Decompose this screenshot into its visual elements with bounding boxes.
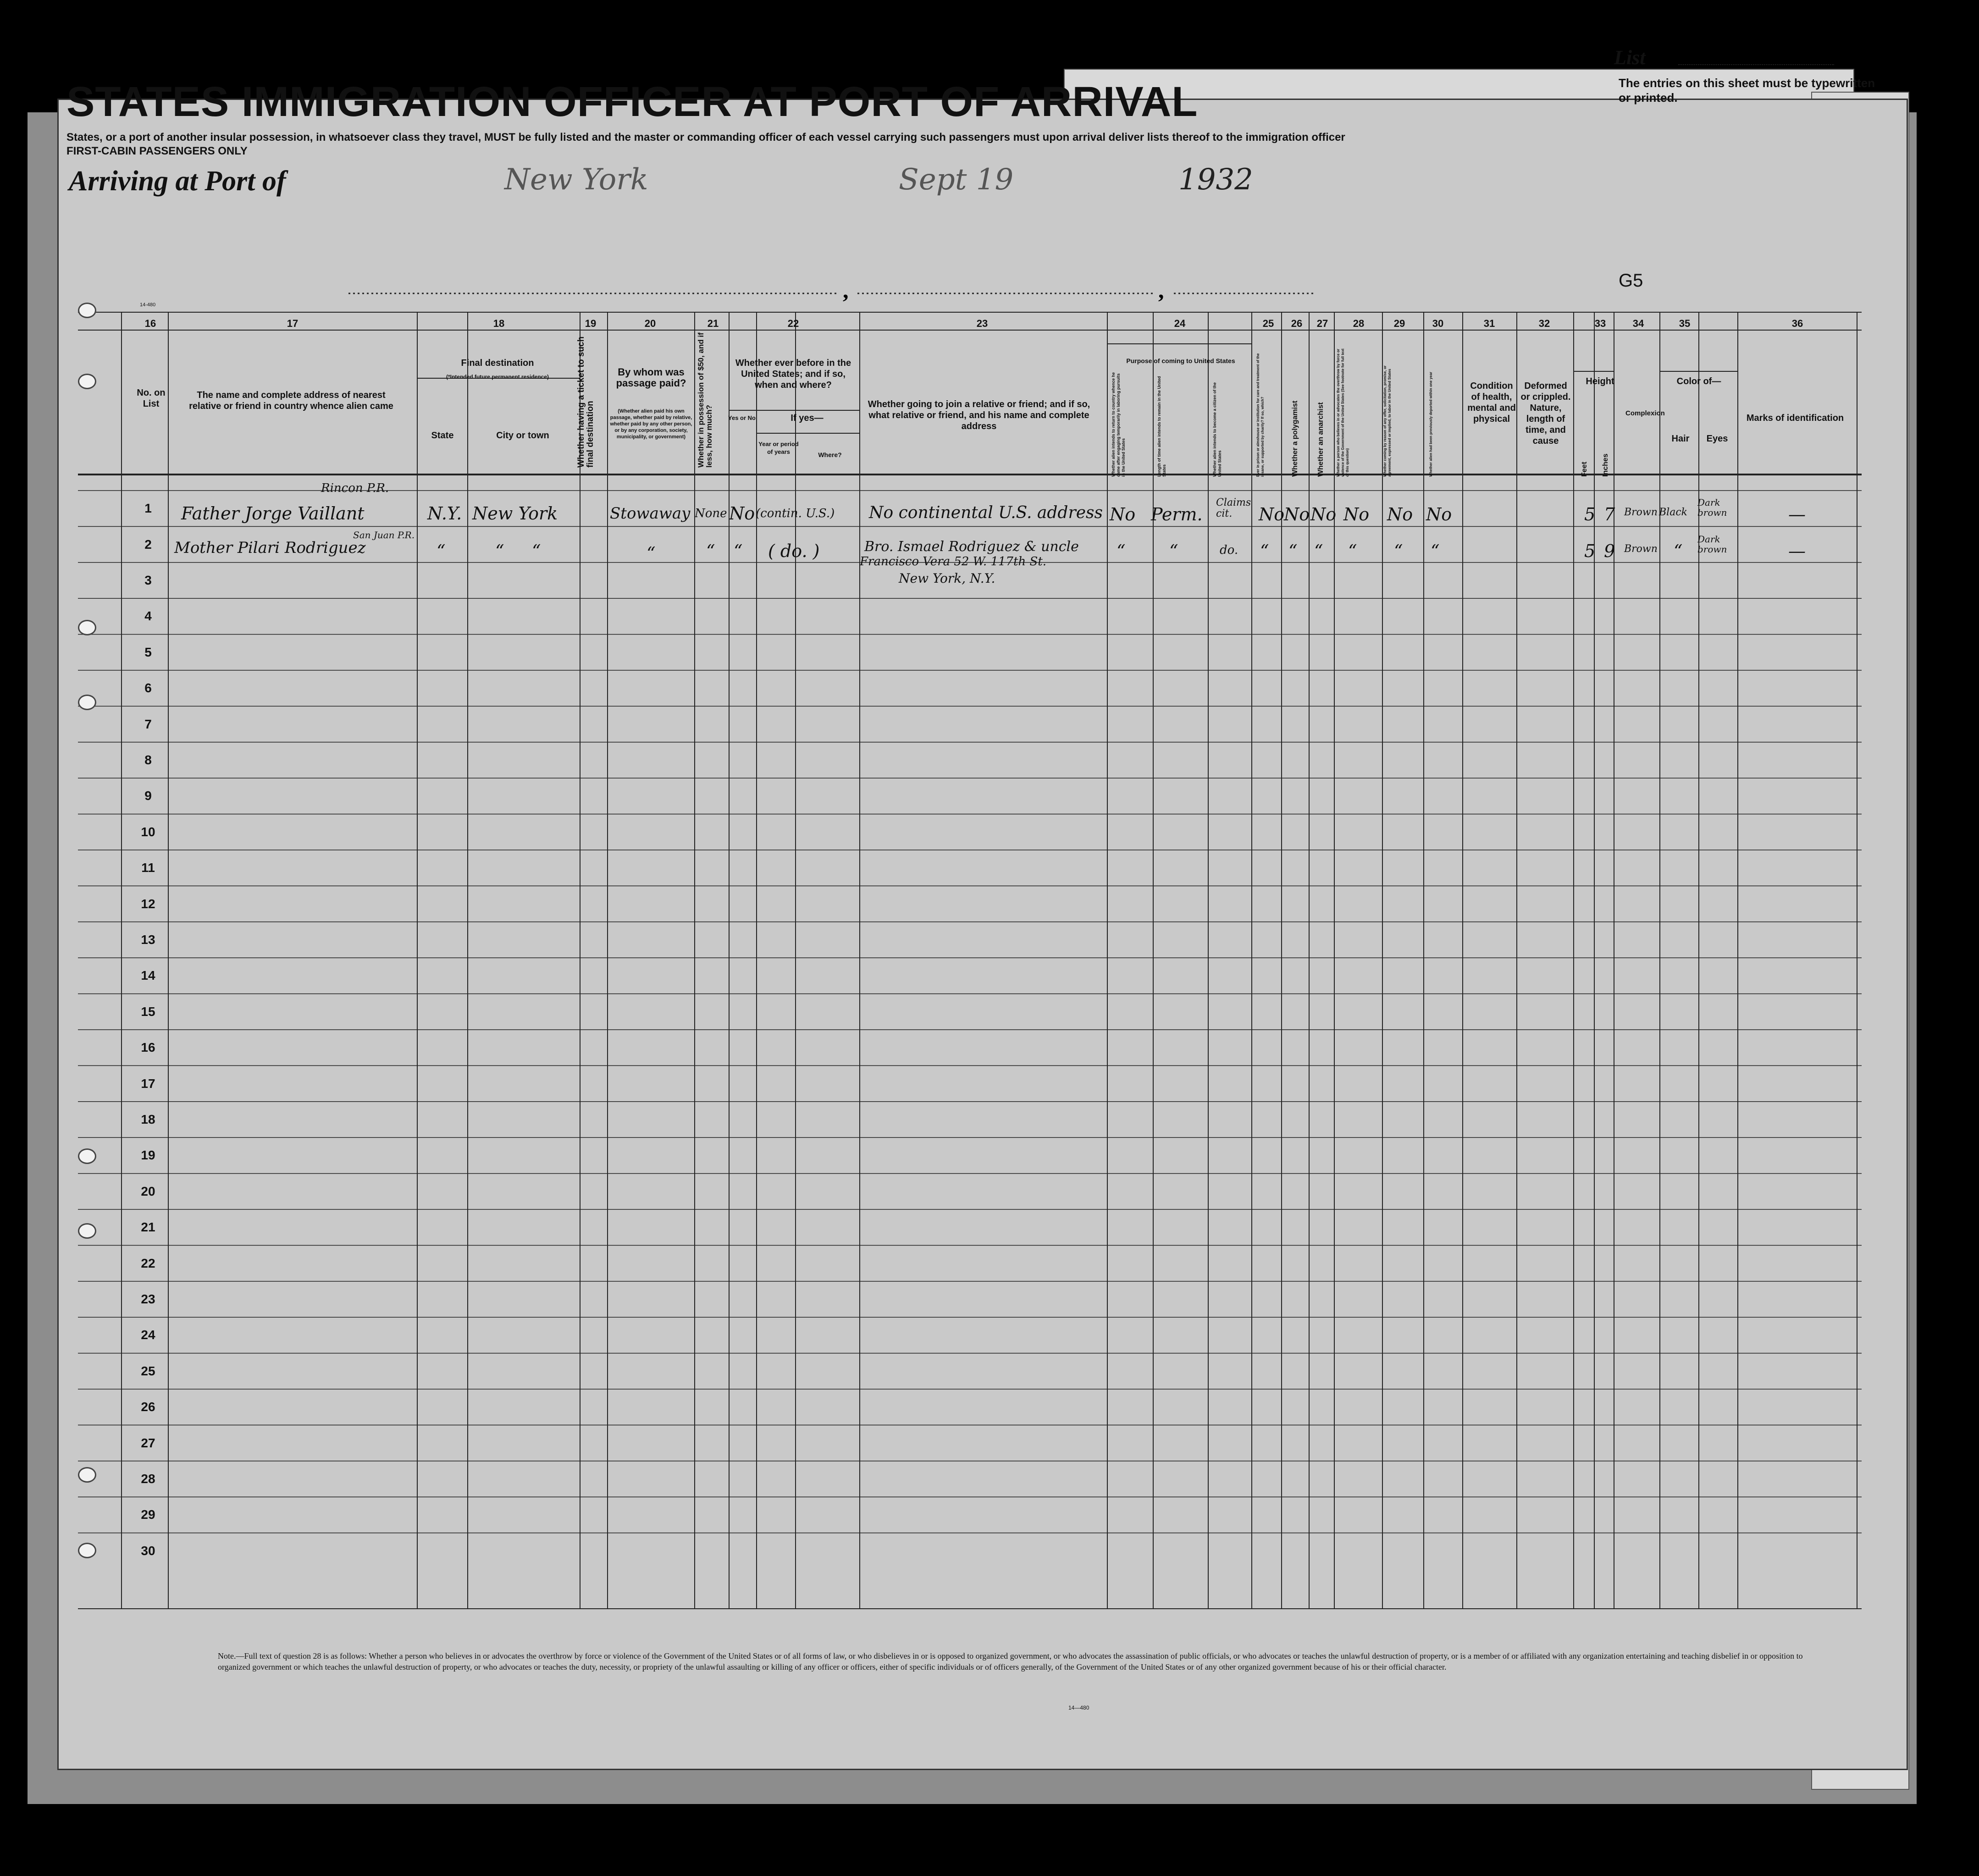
arrival-dotted-lines (0, 0, 1979, 321)
binder-hole (78, 1543, 96, 1558)
r2-eyes: Dark brown (1697, 534, 1727, 555)
hdr-complexion: Complexion (1625, 409, 1665, 417)
hdr-passage-paid: By whom was passage paid? (616, 366, 686, 389)
r1-inches: 7 (1604, 504, 1615, 524)
r1-length: Perm. (1151, 504, 1203, 524)
row-number: 6 (144, 681, 152, 695)
hdr-prison: Ever in prison or almshouse or institution for care and treatment of the insane, or supported by charity? If so, which? (1256, 353, 1265, 477)
year-field: 1932 (1178, 163, 1253, 197)
hdr-polygamist: Whether a polygamist (1291, 400, 1299, 477)
subtitle-line-1: States, or a port of another insular possession, in whatsoever class they travel, MUST be fully listed and the master or commanding officer of each vessel carrying such passengers must upon arrival deliver lists thereof to the immigration officer (66, 131, 1345, 143)
entries-note: The entries on this sheet must be typewritten or printed. (1619, 76, 1875, 105)
colnum-32: 32 (1538, 318, 1550, 329)
hdr-final-destination-sub: (*Intended future permanent residence) (446, 374, 549, 380)
hdr-final-destination: Final destination (461, 358, 534, 368)
hdr-state: State (431, 430, 454, 441)
row-number: 4 (144, 609, 152, 623)
r1-c25: No (1259, 504, 1285, 524)
hdr-height: Height (1586, 376, 1614, 386)
binder-hole (78, 695, 96, 710)
row-number: 24 (141, 1328, 155, 1342)
row-number: 9 (144, 789, 152, 803)
row-number: 29 (141, 1507, 155, 1522)
manifest-grid (78, 312, 1862, 1609)
r1-feet: 5 (1584, 504, 1596, 524)
binder-hole (78, 1223, 96, 1239)
r2-joining-3: New York, N.Y. (899, 571, 995, 586)
colnum-35: 35 (1679, 318, 1691, 329)
svg-text:,: , (1158, 277, 1164, 303)
r2-relative: Mother Pilari Rodriguez (174, 539, 366, 557)
hdr-deformed: Deformed or crippled. Nature, length of time, and cause (1520, 381, 1571, 446)
list-label: List (1614, 46, 1646, 69)
colnum-23: 23 (976, 318, 988, 329)
r2-hair: “ (1674, 541, 1683, 561)
row-number: 7 (144, 717, 152, 731)
r1-hair: Black (1659, 507, 1687, 518)
hdr-feet: Feet (1581, 462, 1588, 477)
hdr-hair: Hair (1671, 434, 1690, 444)
colnum-28: 28 (1353, 318, 1365, 329)
r1-state: N.Y. (427, 503, 462, 524)
r2-before-where: ( do. ) (768, 541, 820, 561)
r1-c30: No (1426, 504, 1452, 524)
r2-c28: “ (1348, 541, 1357, 561)
binder-hole (78, 1467, 96, 1483)
hdr-purpose: Purpose of coming to United States (1126, 357, 1235, 364)
row-number: 10 (141, 824, 155, 839)
r2-c27: “ (1314, 541, 1323, 561)
r2-citizen: do. (1220, 543, 1238, 557)
row-number: 20 (141, 1184, 155, 1198)
hdr-city: City or town (496, 430, 549, 441)
hdr-inches: Inches (1602, 453, 1609, 477)
r2-feet: 5 (1584, 541, 1596, 561)
hdr-labor-offer: Whether coming by reason of any offer, solicitation, promise, or agreement, expressed or implied, to labor in the United States (1383, 365, 1392, 477)
row-number: 30 (141, 1543, 155, 1558)
hdr-length: Length of time alien intends to remain in the United States (1157, 376, 1166, 477)
binder-hole (78, 374, 96, 389)
colnum-25: 25 (1262, 318, 1274, 329)
row-number: 17 (141, 1076, 155, 1091)
binder-hole (78, 620, 96, 635)
hdr-where: Where? (818, 451, 842, 458)
row-number: 1 (144, 501, 152, 516)
r2-c26: “ (1288, 541, 1298, 561)
r1-citizen: Claims cit. (1216, 497, 1251, 519)
row-number: 14 (141, 968, 155, 983)
row-number: 15 (141, 1004, 155, 1019)
r1-eyes: Dark brown (1697, 497, 1727, 518)
colnum-33: 33 (1594, 318, 1606, 329)
r1-before: No (729, 503, 755, 524)
hdr-marks: Marks of identification (1746, 413, 1844, 423)
row-number: 13 (141, 932, 155, 947)
hdr-if-yes: If yes— (790, 413, 824, 423)
hdr-q28: Whether a person who believes in or advocates the overthrow by force or violence of the Government of the United States (See footnote for full text of this question) (1336, 348, 1349, 477)
row-number: 2 (144, 537, 152, 552)
r2-city: “ (495, 541, 504, 561)
colnum-21: 21 (707, 318, 719, 329)
binder-hole (78, 303, 96, 318)
row-number: 8 (144, 753, 152, 767)
row-number: 21 (141, 1220, 155, 1235)
row-number: 5 (144, 645, 152, 659)
r2-money: “ (706, 541, 715, 561)
r2-passage: “ (647, 543, 656, 563)
date-field: Sept 19 (899, 163, 1014, 197)
r1-c27: No (1310, 504, 1337, 524)
row-number: 26 (141, 1400, 155, 1414)
hdr-citizen: Whether alien intends to become a citizen of the United States (1212, 382, 1222, 477)
row-number: 19 (141, 1148, 155, 1163)
row-number: 18 (141, 1112, 155, 1126)
colnum-36: 36 (1791, 318, 1803, 329)
colnum-30: 30 (1432, 318, 1444, 329)
row-number: 11 (141, 861, 155, 875)
r2-c29: “ (1394, 541, 1403, 561)
row-number: 16 (141, 1040, 155, 1055)
port-field: New York (504, 163, 648, 197)
r2-before: “ (734, 541, 743, 561)
r1-passage: Stowaway (610, 504, 691, 523)
hdr-no-on-list: No. on List (137, 388, 166, 409)
hdr-relative: The name and complete address of nearest relative or friend in country whence alien came (189, 390, 393, 411)
r2-c25: “ (1260, 541, 1269, 561)
colnum-27: 27 (1316, 318, 1328, 329)
footnote: Note.—Full text of question 28 is as follows: Whether a person who believes in or advocates the overthrow by force or violence of the Government of the United States or of all forms of law, or who disbelieves in or is opposed to organized government, or who advocates the assassination of public officials, or who advocates or teaches the unlawful destruction of property, or is a member of or affiliated with any organization entertaining and teaching disbelief in or opposition to organized government or which teaches the unlawful destruction of property, or who advocates or teaches the duty, necessity, or propriety of the unlawful assaulting or killing of any officer or officers, either of specific individuals or of officers generally, of the Government of the United States or of any other organized government because of his or their official character. (218, 1651, 1803, 1672)
r1-return: No (1110, 504, 1136, 524)
r2-complexion: Brown (1624, 543, 1658, 555)
r2-relative-place: San Juan P.R. (353, 530, 415, 541)
r2-state: “ (437, 541, 446, 561)
hdr-joining: Whether going to join a relative or friend; and if so, what relative or friend, and his name and complete address (868, 399, 1090, 431)
r2-joining-1: Bro. Ismael Rodriguez & uncle (864, 539, 1079, 555)
hdr-year: Year or period of years (758, 441, 799, 455)
colnum-20: 20 (644, 318, 656, 329)
r2-return: “ (1117, 541, 1126, 561)
page-title: STATES IMMIGRATION OFFICER AT PORT OF ARRIVAL (66, 78, 1198, 125)
r1-joining: No continental U.S. address (869, 503, 1103, 522)
colnum-31: 31 (1483, 318, 1495, 329)
r1-c26: No (1284, 504, 1310, 524)
colnum-26: 26 (1291, 318, 1303, 329)
footnote-code: 14—480 (1068, 1705, 1089, 1711)
r2-city-2: “ (532, 541, 541, 561)
form-tag: 14-480 (140, 302, 156, 308)
svg-text:,: , (843, 277, 849, 303)
r1-money: None (695, 507, 727, 520)
row-number: 22 (141, 1256, 155, 1270)
subtitle-line-2: FIRST-CABIN PASSENGERS ONLY (66, 145, 248, 157)
colnum-24: 24 (1174, 318, 1186, 329)
r1-c29: No (1387, 504, 1413, 524)
colnum-16: 16 (144, 318, 156, 329)
sheet-code: G5 (1619, 270, 1643, 291)
r1-before-where: (contin. U.S.) (756, 507, 835, 520)
r2-marks: — (1788, 541, 1806, 561)
hdr-ever-before: Whether ever before in the United States; and if so, when and where? (735, 358, 851, 390)
colnum-17: 17 (287, 318, 299, 329)
hdr-fifty-dollars: Whether in possession of $50, and if less, how much? (697, 332, 713, 468)
hdr-return: Whether alien intends to return to country whence he came after engaging temporarily in laboring pursuits in the United States (1111, 372, 1126, 477)
r1-relative: Father Jorge Vaillant (181, 503, 365, 524)
hdr-health: Condition of health, mental and physical (1467, 381, 1516, 424)
hdr-color-of: Color of— (1676, 376, 1721, 386)
r1-relative-place: Rincon P.R. (321, 481, 389, 495)
hdr-eyes: Eyes (1706, 434, 1728, 444)
r2-length: “ (1169, 541, 1178, 561)
hdr-ticket: Whether having a ticket to such final destination (576, 336, 595, 468)
hdr-anarchist: Whether an anarchist (1317, 402, 1325, 477)
r1-city: New York (472, 503, 558, 524)
row-number: 27 (141, 1435, 155, 1450)
r2-c30: “ (1431, 541, 1440, 561)
r1-c28: No (1343, 504, 1370, 524)
row-number: 28 (141, 1472, 155, 1486)
hdr-deported: Whether alien had been previously deported within one year (1429, 372, 1433, 477)
row-number: 25 (141, 1363, 155, 1378)
hdr-yes-no: Yes or No (728, 414, 756, 421)
colnum-18: 18 (493, 318, 505, 329)
hdr-passage-paid-sub: (Whether alien paid his own passage, whether paid by relative, whether paid by any other person, or by any corporation, society, municipality, or government) (610, 408, 692, 440)
row-number: 3 (144, 573, 152, 587)
colnum-19: 19 (585, 318, 597, 329)
colnum-34: 34 (1632, 318, 1644, 329)
r1-marks: — (1788, 504, 1806, 524)
r2-joining-2: Francisco Vera 52 W. 117th St. (860, 555, 1047, 568)
colnum-22: 22 (787, 318, 799, 329)
row-number: 12 (141, 896, 155, 911)
row-number: 23 (141, 1292, 155, 1306)
arriving-label: Arriving at Port of (69, 166, 286, 197)
binder-hole (78, 1148, 96, 1164)
r2-inches: 9 (1604, 541, 1615, 561)
r1-complexion: Brown (1624, 507, 1658, 518)
colnum-29: 29 (1393, 318, 1405, 329)
